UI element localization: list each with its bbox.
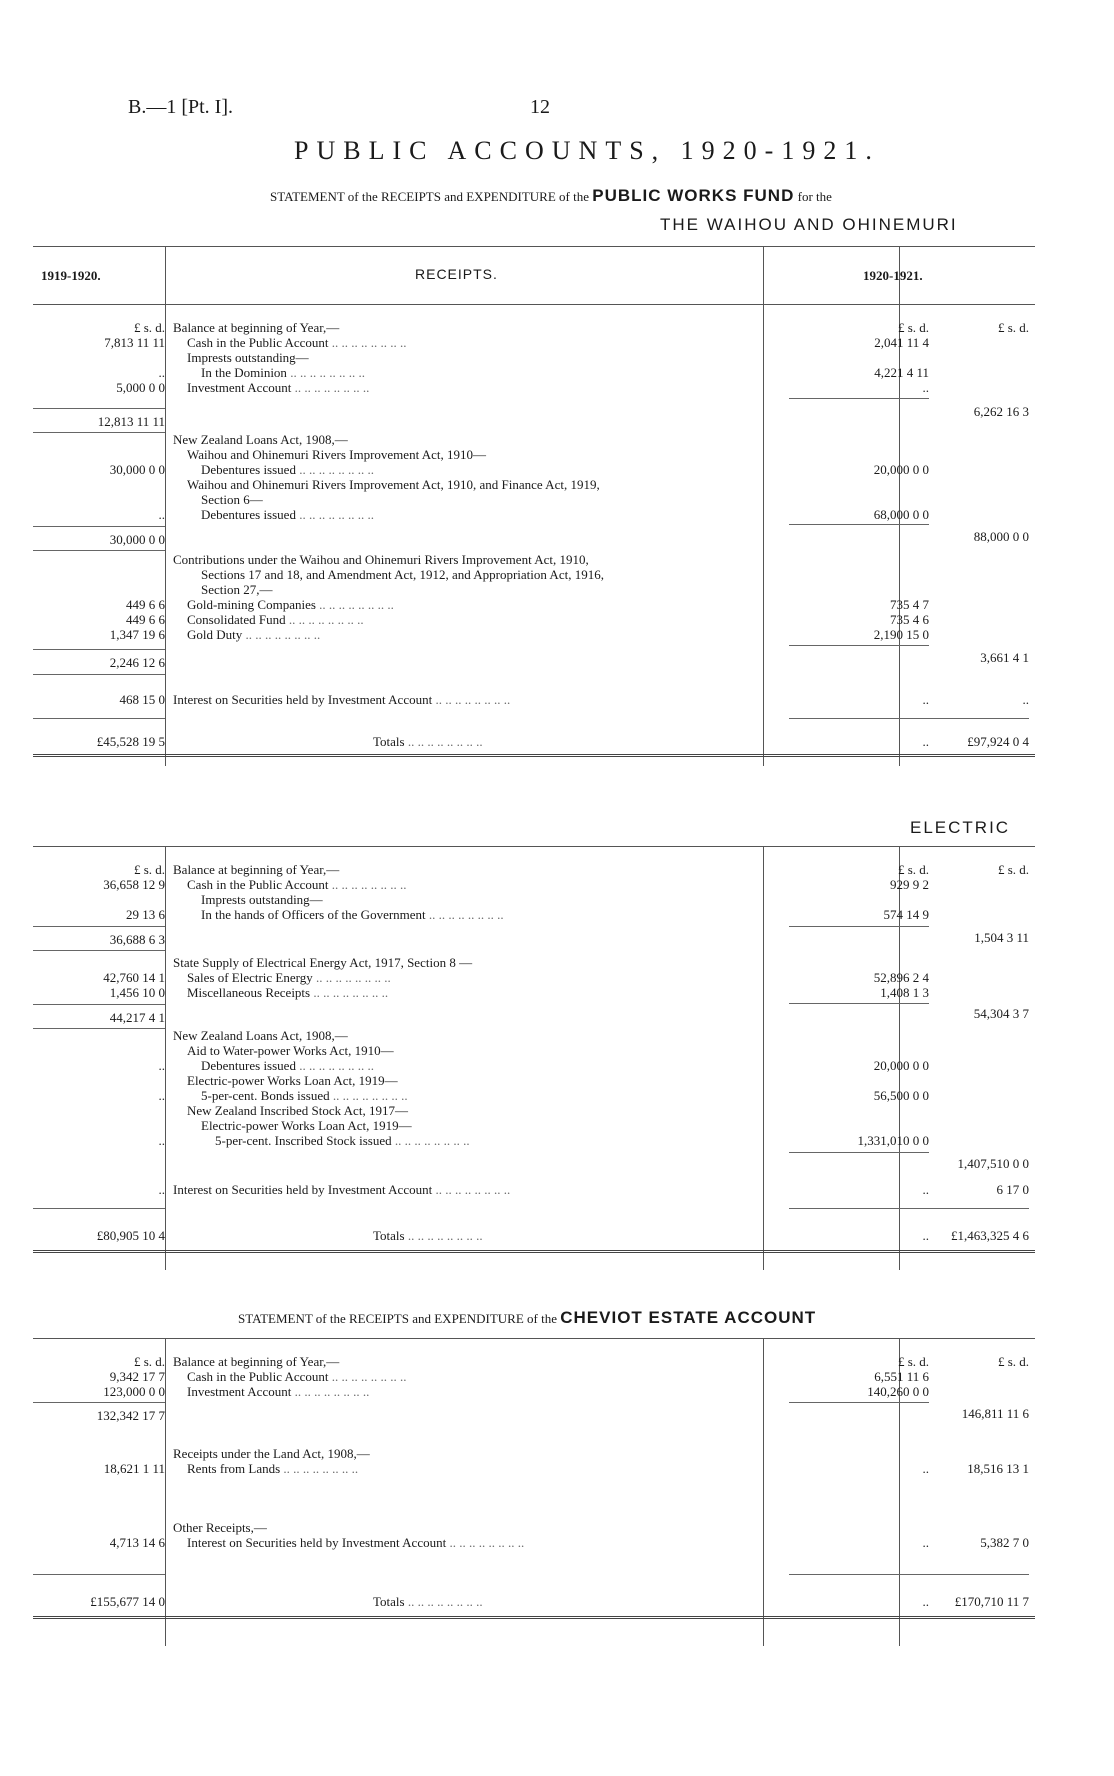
units-curr: £ s. d. xyxy=(897,862,929,877)
value-prev: 42,760 14 1 xyxy=(103,970,165,985)
subtotal-total: 88,000 0 0 xyxy=(973,529,1029,544)
row-label: Debentures issued .. .. .. .. .. .. .. .. xyxy=(201,462,374,477)
value-prev: .. xyxy=(158,1133,165,1148)
statement-heading-public-works: STATEMENT of the RECEIPTS and EXPENDITURE of the PUBLIC WORKS FUND for the xyxy=(270,186,832,205)
value-prev: 123,000 0 0 xyxy=(103,1384,165,1399)
value-curr: 574 14 9 xyxy=(883,907,929,922)
subtotal-prev: 132,342 17 7 xyxy=(96,1408,165,1423)
waihou-receipts-table xyxy=(33,246,1035,766)
value-prev: .. xyxy=(158,507,165,522)
row-label: Interest on Securities held by Investment Account .. .. .. .. .. .. .. .. xyxy=(187,1535,525,1550)
row-label: Aid to Water-power Works Act, 1910— xyxy=(187,1043,394,1058)
column-1919-1920: 1919-1920. xyxy=(41,268,101,283)
value-curr: 4,221 4 11 xyxy=(874,365,929,380)
row-label: Contributions under the Waihou and Ohinemuri Rivers Improvement Act, 1910, xyxy=(173,552,589,567)
total-prev: £45,528 19 5 xyxy=(96,734,165,749)
value-prev: .. xyxy=(158,1088,165,1103)
row-label: 5-per-cent. Bonds issued .. .. .. .. .. .. .. .. xyxy=(201,1088,408,1103)
total-curr: .. xyxy=(922,1228,929,1243)
row-label: In the hands of Officers of the Government .. .. .. .. .. .. .. .. xyxy=(201,907,504,922)
value-curr: 20,000 0 0 xyxy=(873,462,929,477)
value-curr: 140,260 0 0 xyxy=(867,1384,929,1399)
row-label: Balance at beginning of Year,— xyxy=(173,1354,340,1369)
row-label: Rents from Lands .. .. .. .. .. .. .. .. xyxy=(187,1461,359,1476)
total-curr: .. xyxy=(922,734,929,749)
subtotal-total: 1,504 3 11 xyxy=(974,930,1029,945)
total-prev: £80,905 10 4 xyxy=(96,1228,165,1243)
row-label: Waihou and Ohinemuri Rivers Improvement Act, 1910— xyxy=(187,447,486,462)
value-prev: 1,347 19 6 xyxy=(109,627,165,642)
value-curr: 52,896 2 4 xyxy=(873,970,929,985)
value-prev: 5,000 0 0 xyxy=(116,380,165,395)
row-label: Section 27,— xyxy=(201,582,273,597)
value-total: 5,382 7 0 xyxy=(980,1535,1029,1550)
value-curr: .. xyxy=(922,1182,929,1197)
value-prev: 36,658 12 9 xyxy=(103,877,165,892)
subtotal-prev: 2,246 12 6 xyxy=(109,655,165,670)
value-curr: 1,331,010 0 0 xyxy=(857,1133,929,1148)
electric-receipts-table xyxy=(33,846,1035,1270)
value-curr: 56,500 0 0 xyxy=(873,1088,929,1103)
page-number: 12 xyxy=(530,96,550,118)
value-curr: 735 4 6 xyxy=(890,612,929,627)
section-subtitle-electric: ELECTRIC xyxy=(910,818,1011,837)
value-prev: .. xyxy=(158,1058,165,1073)
units-prev: £ s. d. xyxy=(133,862,165,877)
value-curr: .. xyxy=(922,1535,929,1550)
value-curr: 1,408 1 3 xyxy=(880,985,929,1000)
row-label: State Supply of Electrical Energy Act, 1917, Section 8 — xyxy=(173,955,473,970)
value-curr: 2,041 11 4 xyxy=(874,335,929,350)
row-label: Investment Account .. .. .. .. .. .. .. .. xyxy=(187,1384,370,1399)
cheviot-receipts-table xyxy=(33,1338,1035,1646)
total-total: £1,463,325 4 6 xyxy=(951,1228,1029,1243)
column-1920-1921: 1920-1921. xyxy=(863,268,923,283)
value-prev: 7,813 11 11 xyxy=(104,335,165,350)
statement-heading-cheviot: STATEMENT of the RECEIPTS and EXPENDITURE of the CHEVIOT ESTATE ACCOUNT xyxy=(238,1308,817,1327)
row-label: Imprests outstanding— xyxy=(187,350,309,365)
value-total: .. xyxy=(1022,692,1029,707)
units-total: £ s. d. xyxy=(997,1354,1029,1369)
row-label: Electric-power Works Loan Act, 1919— xyxy=(187,1073,398,1088)
subtotal-prev: 36,688 6 3 xyxy=(109,932,165,947)
totals-label: Totals .. .. .. .. .. .. .. .. xyxy=(373,734,483,749)
row-label: Cash in the Public Account .. .. .. .. .. .. .. .. xyxy=(187,1369,407,1384)
units-prev: £ s. d. xyxy=(133,1354,165,1369)
row-label: Gold Duty .. .. .. .. .. .. .. .. xyxy=(187,627,321,642)
section-subtitle-waihou: THE WAIHOU AND OHINEMURI xyxy=(660,215,958,234)
value-prev: 30,000 0 0 xyxy=(109,462,165,477)
value-curr: 6,551 11 6 xyxy=(874,1369,929,1384)
row-label: Investment Account .. .. .. .. .. .. .. .. xyxy=(187,380,370,395)
value-prev: 9,342 17 7 xyxy=(109,1369,165,1384)
value-total: 18,516 13 1 xyxy=(967,1461,1029,1476)
total-prev: £155,677 14 0 xyxy=(90,1594,165,1609)
row-label: Interest on Securities held by Investment Account .. .. .. .. .. .. .. .. xyxy=(173,692,511,707)
row-label: New Zealand Inscribed Stock Act, 1917— xyxy=(187,1103,408,1118)
row-label: Receipts under the Land Act, 1908,— xyxy=(173,1446,370,1461)
value-curr: 20,000 0 0 xyxy=(873,1058,929,1073)
subtotal-prev: 12,813 11 11 xyxy=(97,414,165,429)
totals-label: Totals .. .. .. .. .. .. .. .. xyxy=(373,1594,483,1609)
value-total: 6 17 0 xyxy=(996,1182,1029,1197)
page-title: PUBLIC ACCOUNTS, 1920-1921. xyxy=(294,136,880,165)
row-label: Debentures issued .. .. .. .. .. .. .. .. xyxy=(201,507,374,522)
row-label: Gold-mining Companies .. .. .. .. .. .. .. .. xyxy=(187,597,394,612)
value-curr: .. xyxy=(922,380,929,395)
row-label: Imprests outstanding— xyxy=(201,892,323,907)
value-curr: .. xyxy=(922,692,929,707)
subtotal-total: 3,661 4 1 xyxy=(980,650,1029,665)
row-label: Other Receipts,— xyxy=(173,1520,267,1535)
value-curr: 929 9 2 xyxy=(890,877,929,892)
document-reference: B.—1 [Pt. I]. xyxy=(128,96,233,118)
total-curr: .. xyxy=(922,1594,929,1609)
value-prev: 468 15 0 xyxy=(119,692,165,707)
subtotal-prev: 30,000 0 0 xyxy=(109,532,165,547)
value-prev: .. xyxy=(158,365,165,380)
value-prev: 4,713 14 6 xyxy=(109,1535,165,1550)
row-label: Consolidated Fund .. .. .. .. .. .. .. .. xyxy=(187,612,364,627)
column-receipts: RECEIPTS. xyxy=(415,266,498,282)
row-label: Waihou and Ohinemuri Rivers Improvement Act, 1910, and Finance Act, 1919, xyxy=(187,477,600,492)
value-prev: 18,621 1 11 xyxy=(103,1461,165,1476)
value-prev: .. xyxy=(158,1182,165,1197)
subtotal-total: 54,304 3 7 xyxy=(973,1006,1029,1021)
row-label: Cash in the Public Account .. .. .. .. .. .. .. .. xyxy=(187,877,407,892)
row-label: Sections 17 and 18, and Amendment Act, 1912, and Appropriation Act, 1916, xyxy=(201,567,604,582)
row-label: In the Dominion .. .. .. .. .. .. .. .. xyxy=(201,365,365,380)
value-prev: 449 6 6 xyxy=(126,612,165,627)
units-total: £ s. d. xyxy=(997,862,1029,877)
row-label: Section 6— xyxy=(201,492,263,507)
value-prev: 449 6 6 xyxy=(126,597,165,612)
row-label: Debentures issued .. .. .. .. .. .. .. .. xyxy=(201,1058,374,1073)
value-prev: 29 13 6 xyxy=(126,907,165,922)
row-label: Electric-power Works Loan Act, 1919— xyxy=(201,1118,412,1133)
value-curr: .. xyxy=(922,1461,929,1476)
row-label: Interest on Securities held by Investment Account .. .. .. .. .. .. .. .. xyxy=(173,1182,511,1197)
subtotal-prev: 44,217 4 1 xyxy=(109,1010,165,1025)
value-curr: 2,190 15 0 xyxy=(873,627,929,642)
value-curr: 735 4 7 xyxy=(890,597,929,612)
row-label: Sales of Electric Energy .. .. .. .. .. .. .. .. xyxy=(187,970,391,985)
units-curr: £ s. d. xyxy=(897,1354,929,1369)
units-total: £ s. d. xyxy=(997,320,1029,335)
value-curr: 68,000 0 0 xyxy=(873,507,929,522)
subtotal-total: 1,407,510 0 0 xyxy=(957,1156,1029,1171)
total-total: £170,710 11 7 xyxy=(954,1594,1029,1609)
value-prev: 1,456 10 0 xyxy=(109,985,165,1000)
row-label: New Zealand Loans Act, 1908,— xyxy=(173,1028,348,1043)
totals-label: Totals .. .. .. .. .. .. .. .. xyxy=(373,1228,483,1243)
row-label: New Zealand Loans Act, 1908,— xyxy=(173,432,348,447)
row-label: 5-per-cent. Inscribed Stock issued .. .. .. .. .. .. .. .. xyxy=(215,1133,470,1148)
row-label: Miscellaneous Receipts .. .. .. .. .. .. .. .. xyxy=(187,985,389,1000)
row-label: Balance at beginning of Year,— xyxy=(173,862,340,877)
total-total: £97,924 0 4 xyxy=(967,734,1029,749)
subtotal-total: 146,811 11 6 xyxy=(961,1406,1029,1421)
units-prev: £ s. d. xyxy=(133,320,165,335)
units-curr: £ s. d. xyxy=(897,320,929,335)
row-label: Balance at beginning of Year,— xyxy=(173,320,340,335)
subtotal-total: 6,262 16 3 xyxy=(973,404,1029,419)
row-label: Cash in the Public Account .. .. .. .. .. .. .. .. xyxy=(187,335,407,350)
